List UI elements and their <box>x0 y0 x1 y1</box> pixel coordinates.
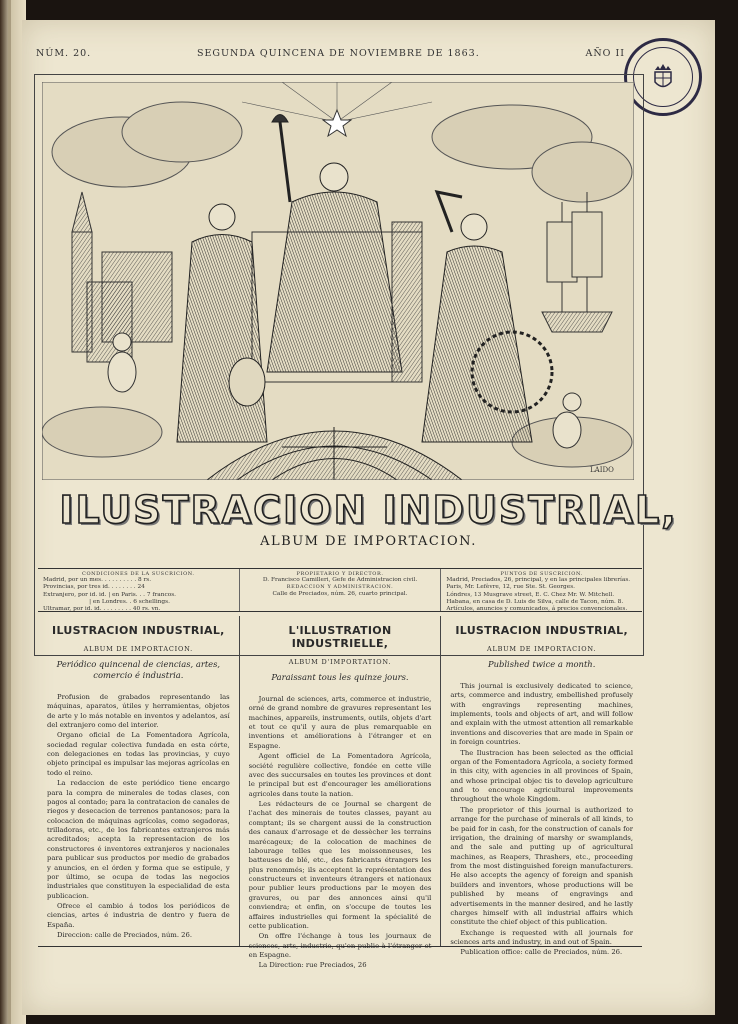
column-direction: Direccion: calle de Preciados, núm. 26. <box>57 931 192 940</box>
info-line: Paris, Mr. Lefèvre, 12, rue Ste. St. Georges. <box>446 584 576 591</box>
info-line: Madrid, Preciados, 26, principal, y en las principales librerías. <box>446 577 631 584</box>
column-album: ALBUM D'IMPORTATION. <box>288 658 392 666</box>
column-direction: Publication office: calle de Preciados, núm. 26. <box>460 948 623 957</box>
info-line: Artículos, anuncios y comunicados, á precios convencionales. <box>446 606 628 613</box>
proprietor-info <box>240 569 442 611</box>
issue-header <box>36 48 625 59</box>
column-title: L'ILLUSTRATION INDUSTRIELLE, <box>288 624 392 650</box>
column-direction: La Direction: rue Preciados, 26 <box>258 961 367 970</box>
spanish-column <box>38 616 240 946</box>
info-line: Lóndres, 13 Musgrave street, E. C. Chez Mr. W. Mitchell. <box>446 591 615 598</box>
subscription-conditions <box>38 569 240 611</box>
info-line: Madrid, por un mes. . . . . . . . . . 8 rs. <box>43 577 152 584</box>
column-paragraph: Profusion de grabados representando las máquinas, aparatos, útiles y herramientas, objetos de arte y lo más notable en inventos y adelantos, así del extranjero como del interior. <box>47 692 230 729</box>
info-line: Calle de Preciados, núm. 26, cuarto principal. <box>272 590 408 597</box>
column-paragraph: The Ilustracion has been selected as the official organ of the Fomentadora Agrícola, a society formed in this city, with agencies in all provinces of Spain, and whose principal objec tis to develop agriculture and to encourage agricultural improvements throughout the whole Kingdom. <box>450 748 634 804</box>
column-paragraph: The proprietor of this journal is authorized to arrange for the purchase of minerals of all kinds, to be paid for in cash, for the construction of canals for irrigation, the draining of marshy or swamplands, and the sale and putting up of agricultural machines, as Reapers, Thrashers, etc., proceeding from the most distinguished foreign manufacturers. He also accepts the agency of foreign and spanish builders and inventors, whose productions will be published by means of engravings and advertisements in the manner desired, and he lastly charges himself with all industrial affairs which constitute the chief object of this publication. <box>450 805 634 927</box>
masthead <box>22 488 715 549</box>
column-tagline: Periódico quincenal de ciencias, artes, comercio é industria. <box>56 659 221 680</box>
subscription-points <box>441 569 642 611</box>
issue-date: SEGUNDA QUINCENA DE NOVIEMBRE DE 1863. <box>196 48 480 59</box>
info-line: Extranjero, por id. id. | en Paris. . . 7 francos. <box>43 591 177 598</box>
column-paragraph: Agent officiel de La Fomentadora Agrícola, société regulière collective, fondée en cette ville avec des succursales en toutes les provinces et dont le principal but est d'encourager les améliorations agricoles dans toute la nation. <box>248 752 432 798</box>
column-tagline: Paraissant tous les quinze jours. <box>271 672 409 682</box>
column-paragraph: Organo oficial de La Fomentadora Agrícola, sociedad regular colectiva fundada en esta córte, con delegaciones en todas las provincias, y cuyo objeto principal es impulsar las mejoras agrícolas en todo el reino. <box>47 731 230 777</box>
column-paragraph: This journal is exclusively dedicated to science, arts, commerce and industry, embellished profusely with engravings representing machines, implements, tools and objects of art, and will follow and explain with the utmost attention all remarkable inventions and discoveries that are made in Spain or in foreign countries. <box>450 681 634 747</box>
english-column <box>441 616 642 957</box>
column-album: ALBUM DE IMPORTACION. <box>486 645 597 653</box>
column-tagline: Published twice a month. <box>487 659 596 669</box>
info-line: Habana, en casa de D. Luis de Silva, calle de Tacon, núm. 8. <box>446 598 624 605</box>
allegorical-engraving <box>42 82 634 480</box>
masthead-subtitle: ALBUM DE IMPORTACION. <box>260 534 477 549</box>
info-line: Ultramar, por id. id. . . . . . . . . 40 rs. vn. <box>43 606 161 613</box>
info-line: | en Londres. . 6 schellings. <box>43 598 170 605</box>
column-paragraph: Ofrece el cambio á todos los periódicos de ciencias, artes é industria de dentro y fuera de España. <box>47 902 230 929</box>
masthead-title: ILUSTRACION INDUSTRIAL, <box>59 488 678 532</box>
prospectus-columns <box>38 616 642 970</box>
info-col2-head: PROPIETARIO Y DIRECTOR. <box>296 571 384 577</box>
column-paragraph: Journal de sciences, arts, commerce et industrie, orné de grand nombre de gravures representant les machines, appareils, instruments, outils, objets d'art et tout ce qu'il y aura de plus remarquable en inventions et améliorations à l'étranger et en Espagne. <box>248 694 432 750</box>
info-col3-head: PUNTOS DE SUSCRICION. <box>500 571 583 577</box>
subscription-info-band <box>38 568 642 612</box>
column-album: ALBUM DE IMPORTACION. <box>83 645 194 653</box>
newspaper-page <box>22 20 715 1015</box>
spine-edge <box>8 0 11 1024</box>
engraver-signature: LAIDO <box>590 466 614 474</box>
issue-year: AÑO II <box>585 48 625 59</box>
column-paragraph: On offre l'échange à tous les journaux de sciences, arts, industrie, qu'on publie à l'étranger et en Espagne. <box>248 932 432 960</box>
info-col1-head: CONDICIONES DE LA SUSCRICION. <box>82 571 195 577</box>
info-line: REDACCION Y ADMINISTRACION. <box>286 584 394 591</box>
issue-number: NÚM. 20. <box>36 48 92 59</box>
column-title: ILUSTRACION INDUSTRIAL, <box>455 624 628 637</box>
info-line: D. Francisco Camilleri, Gefe de Administracion civil. <box>262 577 418 584</box>
column-title: ILUSTRACION INDUSTRIAL, <box>52 624 225 637</box>
column-paragraph: Les rédacteurs de ce Journal se chargent de l'achat des minerais de toutes classes, payant au comptant; ils se chargent aussi de la construction des canaux d'arrosage et de dessècher les terrains marécageux; de la colocation de machines de labourage telles que les moissonneuses, les batteuses de blé, etc., des fabricants étrangers les plus renommés; ils acceptent la représentation des constructeurs et inventeurs étrangers et nationaux pour publier leurs productions par le moyen des gravures, ou par des annonces ainsi qu'il conviendra; et enfin, on s'occupe de toutes les affaires industrielles qui forment la spécialité de cette publication. <box>248 800 432 930</box>
column-paragraph: Exchange is requested with all journals for sciences arts and industry, in and out of Spain. <box>450 928 634 947</box>
french-column <box>240 616 442 970</box>
column-paragraph: La redaccion de este periódico tiene encargo para la compra de minerales de todas clases, con pagos al contado; para la contratacion de canales de riegos y desecacion de terrenos pantanosos; para la colocacion de máquinas agrícolas, como segadoras, trilladoras, etc., de los fabricantes extranjeros más acreditados; acepta la representacion de los constructores é inventores extranjeros y nacionales para publicar sus productos por medio de grabados y anuncios, en el órden y forma que se estipule, y por último, se ocupa de todas las negocios industriales que constituyen la especialidad de esta publicacion. <box>47 779 230 900</box>
info-line: Provincias, por tres id. . . . . . . . 24 <box>43 584 145 591</box>
